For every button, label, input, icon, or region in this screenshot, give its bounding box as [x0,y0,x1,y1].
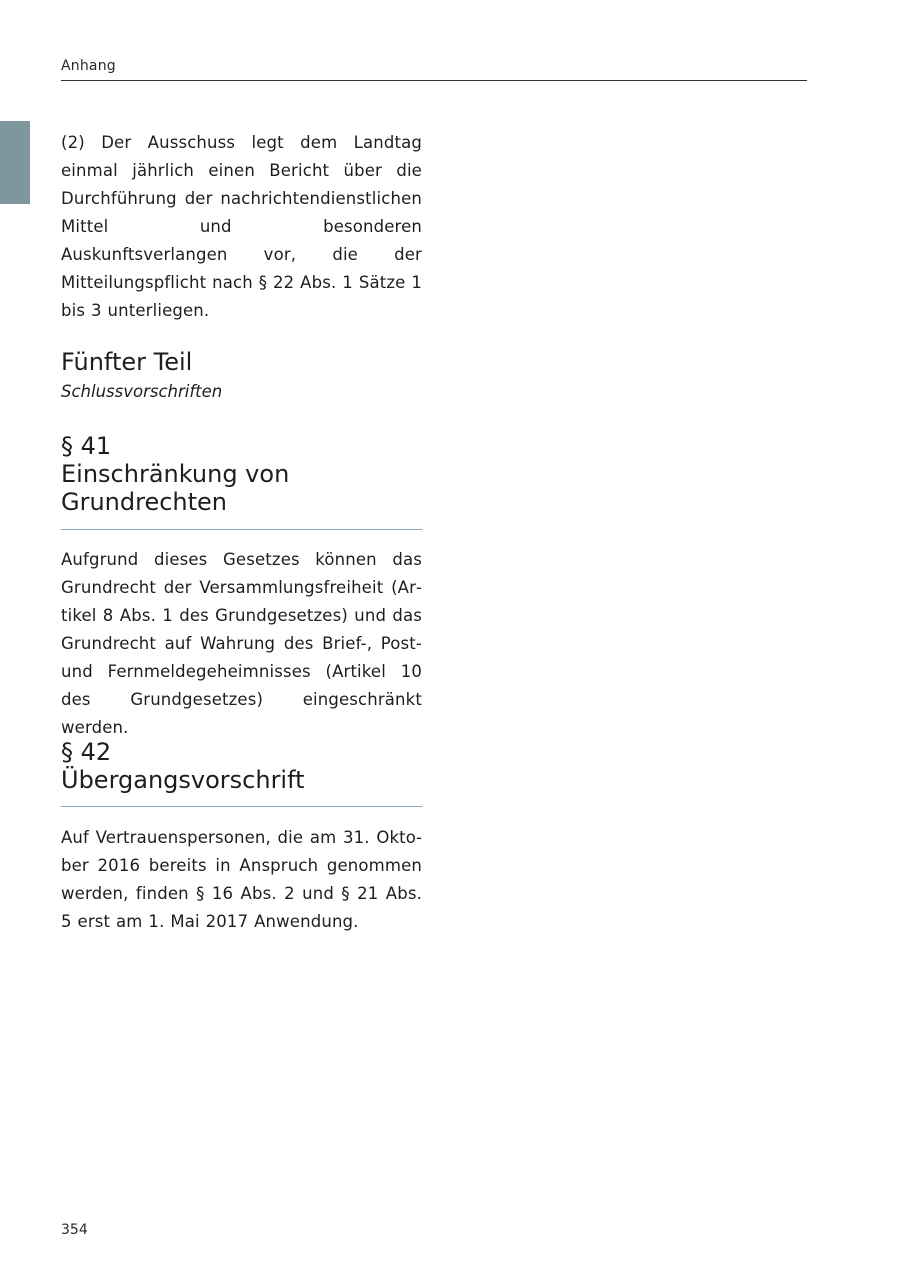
section-41-rule [61,529,422,530]
section-42-number: § 42 [61,738,112,766]
page-number: 354 [61,1222,88,1238]
section-41-title-line2: Grundrechten [61,488,228,516]
section-41-number: § 41 [61,432,112,460]
header-rule [61,80,807,81]
section-42-title-line1: Übergangsvorschrift [61,766,305,794]
running-header: Anhang [61,58,116,74]
part-title: Fünfter Teil [61,348,193,376]
section-41-text: Aufgrund dieses Gesetzes können das Grundrecht der Versammlungsfreiheit (Artikel 8 Abs. 1 des Grundgesetzes) und das Grundrecht auf Wahrung des Brief-, Post- und Fernmeldegeheimnisses (Artikel 10 des Grundgesetzes) eingeschränkt werden. [61,550,422,737]
section-42-text: Auf Vertrauenspersonen, die am 31. Oktober 2016 bereits in Anspruch genommen werden, finden § 16 Abs. 2 und § 21 Abs. 5 erst am 1. Mai 2017 Anwendung. [61,828,422,931]
chapter-thumb-tab [0,121,30,204]
section-42-rule [61,806,422,807]
section-41-heading [61,432,289,516]
section-41-title-line1: Einschränkung von [61,460,290,488]
section-42-heading [61,738,305,794]
part-subtitle: Schlussvorschriften [61,382,223,401]
paragraph-abs-2: (2) Der Ausschuss legt dem Landtag einmal jährlich einen Bericht über die Durchführung der nachrichtendienstlichen Mittel und besonderen Auskunftsverlangen vor, die der Mitteilungspflicht nach § 22 Abs. 1 Sätze 1 bis 3 unterliegen. [61,133,422,320]
